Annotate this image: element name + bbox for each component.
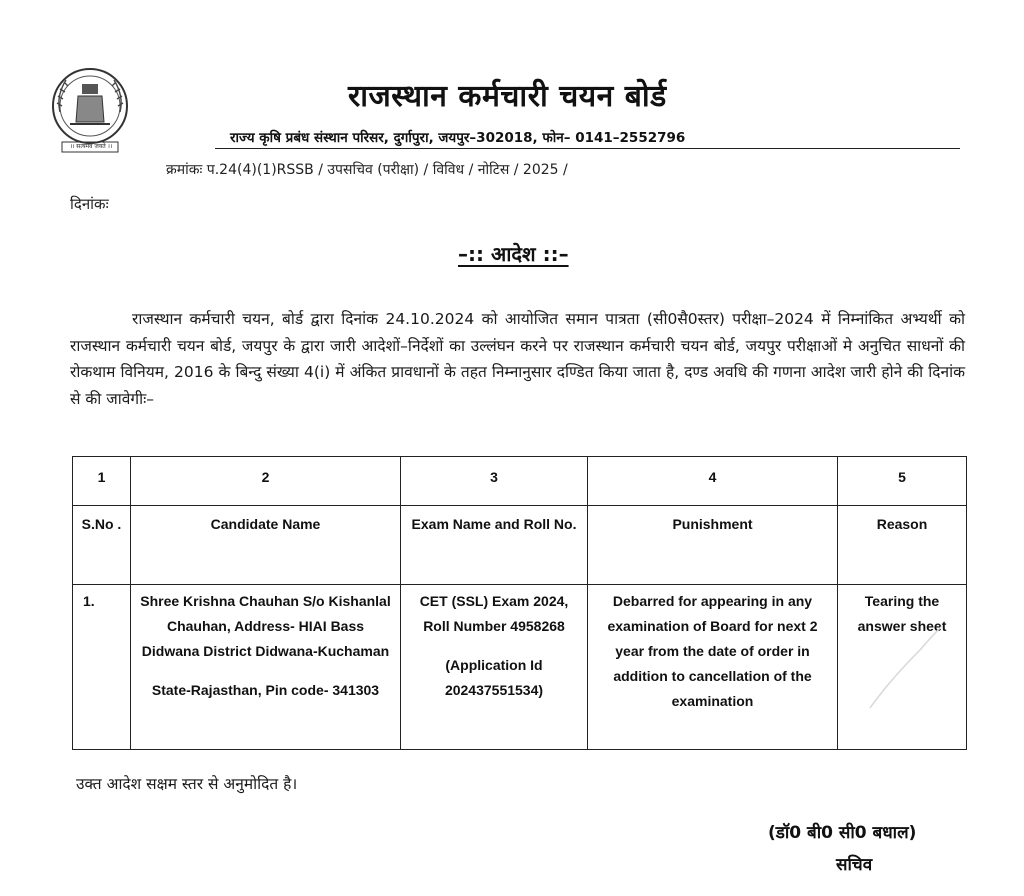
order-paragraph-text: राजस्थान कर्मचारी चयन, बोर्ड द्वारा दिनांक 24.10.2024 को आयोजित समान पात्रता (सी0सै0स्तर) परीक्षा–2024 में निम्नांकित अभ्यर्थी को राजस्थान कर्मचारी चयन बोर्ड, जयपुर के द्वारा जारी आदेशों–निर्देशों का उल्लंघन करने पर राजस्थान कर्मचारी चयन बोर्ड, जयपुर परीक्षाओं मे अनुचित साधनों की रोकथाम विनियम, 2016 के बिन्दु संख्या 4(i) में अंकित प्रावधानों के तहत निम्नानुसार दण्डित किया जाता है, दण्ड अवधि की गणना आदेश जारी होने की दिनांक से की जावेगीः– <box>70 310 965 408</box>
cell-reason: Tearing the answer sheet <box>838 585 967 750</box>
candidate-details: Shree Krishna Chauhan S/o Kishanlal Chauhan, Address- HIAI Bass Didwana District Didwana-Kuchaman <box>140 593 391 659</box>
signatory-title: सचिव <box>836 855 873 875</box>
pen-stroke-mark <box>850 620 960 710</box>
column-number: 1 <box>73 457 131 506</box>
board-title: राजस्थान कर्मचारी चयन बोर्ड <box>348 79 667 114</box>
cell-sno: 1. <box>73 585 131 750</box>
cell-punishment: Debarred for appearing in any examination of Board for next 2 year from the date of order in addition to cancellation of the examination <box>588 585 838 750</box>
header-reason: Reason <box>838 506 967 585</box>
approval-note: उक्त आदेश सक्षम स्तर से अनुमोदित है। <box>76 775 298 793</box>
reference-number: क्रमांकः प.24(4)(1)RSSB / उपसचिव (परीक्षा) / विविध / नोटिस / 2025 / <box>166 162 568 178</box>
board-address: राज्य कृषि प्रबंध संस्थान परिसर, दुर्गापुरा, जयपुर–302018, फोन– 0141–2552796 <box>230 130 686 146</box>
cell-exam <box>401 585 588 750</box>
column-number: 3 <box>401 457 588 506</box>
column-number: 2 <box>131 457 401 506</box>
order-heading: –:: आदेश ::– <box>458 242 569 266</box>
exam-roll-number: CET (SSL) Exam 2024, Roll Number 4958268 <box>419 593 569 634</box>
cell-candidate <box>131 585 401 750</box>
order-paragraph <box>70 306 965 412</box>
column-number: 4 <box>588 457 838 506</box>
header-row <box>73 506 967 585</box>
column-number-row <box>73 457 967 506</box>
rssb-emblem-logo <box>48 66 132 156</box>
candidate-state-pin: State-Rajasthan, Pin code- 341303 <box>151 682 380 698</box>
signatory-name: (डॉ0 बी0 सी0 बधाल) <box>768 823 917 843</box>
header-divider <box>215 148 960 149</box>
header-candidate-name: Candidate Name <box>131 506 401 585</box>
table-row <box>73 585 967 750</box>
logo-motto: ।। सत्यमेव जयते ।। <box>69 143 113 150</box>
application-id: (Application Id 202437551534) <box>444 657 544 698</box>
header-exam-roll: Exam Name and Roll No. <box>401 506 588 585</box>
header-punishment: Punishment <box>588 506 838 585</box>
penalty-table <box>72 456 967 750</box>
column-number: 5 <box>838 457 967 506</box>
header-sno: S.No . <box>73 506 131 585</box>
date-label: दिनांकः <box>70 195 109 213</box>
